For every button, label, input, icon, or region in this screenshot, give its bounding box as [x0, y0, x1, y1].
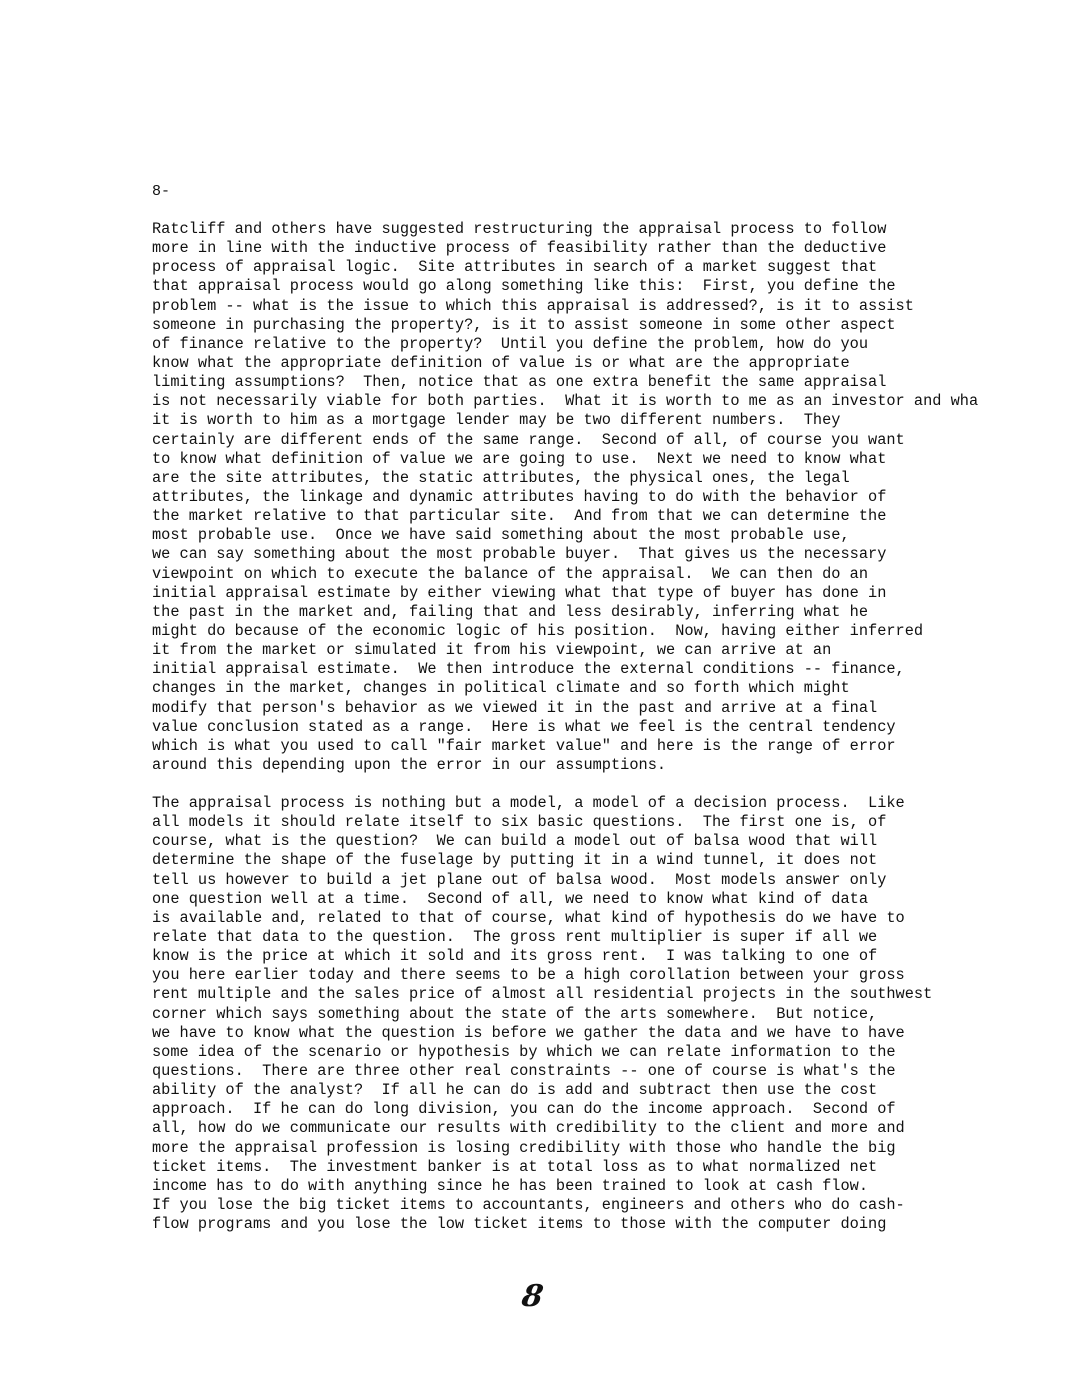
text-line: initial appraisal estimate. We then introduce the external conditions -- finance,	[152, 660, 905, 679]
text-line: it is worth to him as a mortgage lender may be two different numbers. They	[152, 411, 841, 430]
text-line: Ratcliff and others have suggested restructuring the appraisal process to follow	[152, 220, 887, 238]
text-line: determine the shape of the fuselage by putting it in a wind tunnel, it does not	[152, 851, 878, 870]
text-line: value conclusion stated as a range. Here is what we feel is the central tendency	[152, 717, 896, 736]
text-line: approach. If he can do long division, you can do the income approach. Second of	[152, 1100, 896, 1119]
text-line: ability of the analyst? If all he can do is add and subtract then use the cost	[152, 1081, 878, 1100]
text-line: If you lose the big ticket items to accountants, engineers and others who do cash-	[152, 1195, 905, 1214]
text-line: process of appraisal logic. Site attributes in search of a market suggest that	[152, 258, 878, 277]
handwritten-page-number: 8	[519, 1279, 546, 1314]
text-line: are the site attributes, the static attributes, the physical ones, the legal	[152, 468, 850, 487]
text-line: changes in the market, changes in political climate and so forth which might	[152, 679, 850, 698]
text-line: problem -- what is the issue to which this appraisal is addressed?, is it to assist	[152, 296, 914, 315]
text-line: the market relative to that particular site. And from that we can determine the	[152, 507, 887, 526]
text-line: one question well at a time. Second of all, we need to know what kind of data	[152, 889, 869, 908]
text-line: ticket items. The investment banker is at total loss as to what normalized net	[152, 1157, 878, 1176]
text-line: modify that person's behavior as we viewed it in the past and arrive at a final	[152, 698, 878, 717]
text-line: of finance relative to the property? Until you define the problem, how do you	[152, 334, 869, 353]
text-line: income has to do with anything since he has been trained to look at cash flow.	[152, 1176, 869, 1195]
text-line: the past in the market and, failing that and less desirably, inferring what he	[152, 602, 869, 621]
text-line: course, what is the question? We can build a model out of balsa wood that will	[152, 832, 878, 851]
text-line: around this depending upon the error in our assumptions.	[152, 755, 667, 774]
text-line: know what the appropriate definition of value is or what are the appropriate	[152, 353, 850, 372]
text-line: rent multiple and the sales price of almost all residential projects in the southwest	[152, 985, 933, 1004]
text-line: to know what definition of value we are going to use. Next we need to know what	[152, 449, 887, 468]
text-line: more in line with the inductive process of feasibility rather than the deductive	[152, 239, 887, 258]
body-paragraph	[152, 794, 1052, 1234]
text-line: is not necessarily viable for both parties. What it is worth to me as an investor and wha	[152, 392, 979, 411]
text-line: most probable use. Once we have said something about the most probable use,	[152, 526, 850, 545]
text-line: someone in purchasing the property?, is it to assist someone in some other aspect	[152, 315, 896, 334]
text-line: viewpoint on which to execute the balance of the appraisal. We can then do an	[152, 564, 869, 583]
text-line: The appraisal process is nothing but a model, a model of a decision process. Like	[152, 794, 905, 812]
text-line: we have to know what the question is before we gather the data and we have to have	[152, 1023, 905, 1042]
text-line: corner which says something about the state of the arts somewhere. But notice,	[152, 1004, 878, 1023]
page-header: 8-	[152, 183, 171, 200]
text-line: certainly are different ends of the same range. Second of all, of course you want	[152, 430, 905, 449]
text-line: tell us however to build a jet plane out of balsa wood. Most models answer only	[152, 870, 887, 889]
text-line: might do because of the economic logic of his position. Now, having either inferred	[152, 621, 924, 640]
text-line: flow programs and you lose the low ticket items to those with the computer doing	[152, 1215, 887, 1234]
text-line: you here earlier today and there seems to be a high corollation between your gross	[152, 966, 905, 985]
text-line: all models it should relate itself to six basic questions. The first one is, of	[152, 813, 887, 832]
text-line: limiting assumptions? Then, notice that as one extra benefit the same appraisal	[152, 373, 887, 392]
text-line: more the appraisal profession is losing credibility with those who handle the big	[152, 1138, 896, 1157]
text-line: know is the price at which it sold and its gross rent. I was talking to one of	[152, 947, 878, 966]
text-line: it from the market or simulated it from his viewpoint, we can arrive at an	[152, 641, 832, 660]
text-line: relate that data to the question. The gross rent multiplier is super if all we	[152, 927, 878, 946]
text-line: questions. There are three other real constraints -- one of course is what's the	[152, 1061, 896, 1080]
text-line: that appraisal process would go along something like this: First, you define the	[152, 277, 896, 296]
text-line: some idea of the scenario or hypothesis by which we can relate information to the	[152, 1042, 896, 1061]
text-line: is available and, related to that of course, what kind of hypothesis do we have to	[152, 908, 905, 927]
text-line: attributes, the linkage and dynamic attributes having to do with the behavior of	[152, 487, 887, 506]
text-line: we can say something about the most probable buyer. That gives us the necessary	[152, 545, 887, 564]
text-line: initial appraisal estimate by either viewing what that type of buyer has done in	[152, 583, 887, 602]
text-line: which is what you used to call "fair market value" and here is the range of error	[152, 736, 896, 755]
body-paragraph	[152, 220, 1052, 775]
text-line: all, how do we communicate our results with credibility to the client and more and	[152, 1119, 905, 1138]
